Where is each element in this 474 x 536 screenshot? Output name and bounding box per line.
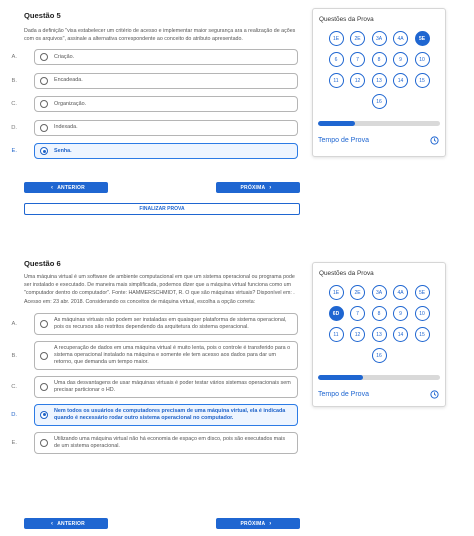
question-6-title: Questão 6 [24,259,61,268]
option-letter: A. [11,54,17,61]
question-5-options [11,49,302,159]
question-number-button[interactable]: 3A [372,285,387,300]
question-number-button[interactable]: 12 [350,327,365,342]
question-number-button[interactable]: 1E [329,31,344,46]
radio-button[interactable] [40,383,48,391]
exam-navigator-panel-1 [312,8,446,157]
question-5-panel [11,11,302,167]
question-5-title: Questão 5 [24,11,61,20]
question-6-text: Uma máquina virtual é um software de ambiente computacional em que um sistema operacional ou programa pode ser instalado e executado. De maneira mais simplificada, podemos dizer que a máquina virtual funciona como um "computador dentro do computador". Fonte: HAMMERSCHMIDT, R. O que são máquinas virtuais? Disponível em: . Acesso em: 23 abr. 2018. Considerando os conceitos de máquina virtual, escolha a opção correta: [24,274,295,305]
radio-button[interactable] [40,147,48,155]
question-number-button[interactable]: 5E [415,285,430,300]
option-box[interactable] [34,376,298,398]
option-box[interactable] [34,143,298,159]
radio-button[interactable] [40,411,48,419]
radio-button[interactable] [40,77,48,85]
radio-button[interactable] [40,100,48,108]
progress-fill [318,121,355,126]
q6-previous-button[interactable] [24,518,108,529]
answer-option[interactable] [11,341,302,371]
radio-button[interactable] [40,439,48,447]
option-box[interactable] [34,49,298,65]
clock-icon [430,136,439,145]
option-box[interactable] [34,96,298,112]
question-number-button[interactable]: 11 [329,327,344,342]
timer-row[interactable] [318,390,439,399]
option-box[interactable] [34,120,298,136]
timer-label: Tempo de Prova [318,137,369,144]
next-label: PRÓXIMA [240,184,266,191]
option-text: Senha. [54,147,72,154]
chevron-left-icon: ‹ [51,520,54,527]
option-text: A recuperação de dados em uma máquina virtual é muito lenta, pois o controle é transferido para o sistema operacional instalado na máquina e somente ele tem acesso aos dados para dar um retorno, que demanda um tempo maior. [54,344,291,366]
answer-option[interactable] [11,73,302,89]
option-text: Criação. [54,53,75,60]
radio-button[interactable] [40,320,48,328]
question-number-button[interactable]: 1E [329,285,344,300]
previous-label: ANTERIOR [57,520,85,527]
previous-label: ANTERIOR [57,184,85,191]
answer-option[interactable] [11,49,302,65]
question-number-button[interactable]: 9 [393,52,408,67]
progress-fill [318,375,363,380]
option-box[interactable] [34,73,298,89]
option-text: Indexada. [54,124,78,131]
timer-row[interactable] [318,136,439,145]
answer-option[interactable] [11,404,302,426]
option-text: Organização. [54,100,87,107]
question-number-button[interactable]: 4A [393,31,408,46]
question-grid [313,31,445,109]
option-box[interactable] [34,432,298,454]
chevron-left-icon: ‹ [51,184,54,191]
option-box[interactable] [34,404,298,426]
question-6-options [11,313,302,454]
option-letter: B. [11,77,17,84]
answer-option[interactable] [11,120,302,136]
chevron-right-icon: › [269,184,272,191]
question-number-button[interactable]: 6 [329,52,344,67]
navigator-title: Questões da Prova [319,16,374,23]
option-text: Encadeada. [54,77,83,84]
answer-option[interactable] [11,143,302,159]
q5-previous-button[interactable] [24,182,108,193]
finish-exam-button[interactable] [24,203,300,215]
q6-next-button[interactable] [216,518,300,529]
radio-button[interactable] [40,124,48,132]
progress-bar [318,121,440,126]
option-letter: D. [11,124,17,131]
q5-next-button[interactable] [216,182,300,193]
question-number-button[interactable]: 10 [415,52,430,67]
option-text: As máquinas virtuais não podem ser instaladas em quaisquer plataforma de sistema operacional, pois os recursos são restritos dependendo da arquitetura do sistema operacional. [54,316,287,331]
question-number-button[interactable]: 3A [372,31,387,46]
option-box[interactable] [34,313,298,335]
question-number-button[interactable]: 14 [393,73,408,88]
question-number-button[interactable]: 16 [372,348,387,363]
question-number-button[interactable]: 5E [415,31,430,46]
question-number-button[interactable]: 4A [393,285,408,300]
option-letter: A. [11,321,17,328]
question-grid [313,285,445,363]
question-number-button[interactable]: 12 [350,73,365,88]
exam-navigator-panel-2 [312,262,446,407]
question-number-button[interactable]: 14 [393,327,408,342]
option-letter: C. [11,101,17,108]
timer-label: Tempo de Prova [318,391,369,398]
question-number-button[interactable]: 2E [350,31,365,46]
question-number-button[interactable]: 7 [350,306,365,321]
option-text: Nem todos os usuários de computadores precisam de uma máquina virtual, ela é indicada quando é necessário rodar outro sistema operacional no computador. [54,407,286,421]
progress-bar [318,375,440,380]
question-6-panel [11,259,302,460]
question-number-button[interactable]: 13 [372,73,387,88]
option-text: Utilizando uma máquina virtual não há economia de espaço em disco, pois são executados mais de um sistema operacional. [54,435,286,449]
answer-option[interactable] [11,313,302,335]
answer-option[interactable] [11,376,302,398]
question-number-button[interactable]: 2E [350,285,365,300]
radio-button[interactable] [40,352,48,360]
radio-button[interactable] [40,53,48,61]
question-number-button[interactable]: 13 [372,327,387,342]
question-number-button[interactable]: 11 [329,73,344,88]
question-number-button[interactable]: 15 [415,327,430,342]
finish-exam-label: FINALIZAR PROVA [139,206,185,212]
question-number-button[interactable]: 16 [372,94,387,109]
option-letter: E. [11,439,17,446]
option-letter: C. [11,384,17,391]
chevron-right-icon: › [269,520,272,527]
option-text: Uma das desvantagens de usar máquinas virtuais é poder testar vários sistemas operacionais sem precisar particionar o HD. [54,379,291,394]
question-5-text: Dada a definição "visa estabelecer um critério de acesso e implementar maior segurança ara a realização de ações com os arquivos", assinale a alternativa correspondente ao conceito do atributo apresentado. [24,28,296,43]
option-box[interactable] [34,341,298,371]
question-number-button[interactable]: 15 [415,73,430,88]
option-letter: B. [11,352,17,359]
question-number-button[interactable]: 6D [329,306,344,321]
question-number-button[interactable]: 8 [372,52,387,67]
answer-option[interactable] [11,96,302,112]
option-letter: E. [11,148,17,155]
answer-option[interactable] [11,432,302,454]
question-number-button[interactable]: 9 [393,306,408,321]
clock-icon [430,390,439,399]
next-label: PRÓXIMA [240,520,266,527]
navigator-title: Questões da Prova [319,270,374,277]
question-number-button[interactable]: 8 [372,306,387,321]
question-number-button[interactable]: 10 [415,306,430,321]
question-number-button[interactable]: 7 [350,52,365,67]
option-letter: D. [11,411,17,418]
